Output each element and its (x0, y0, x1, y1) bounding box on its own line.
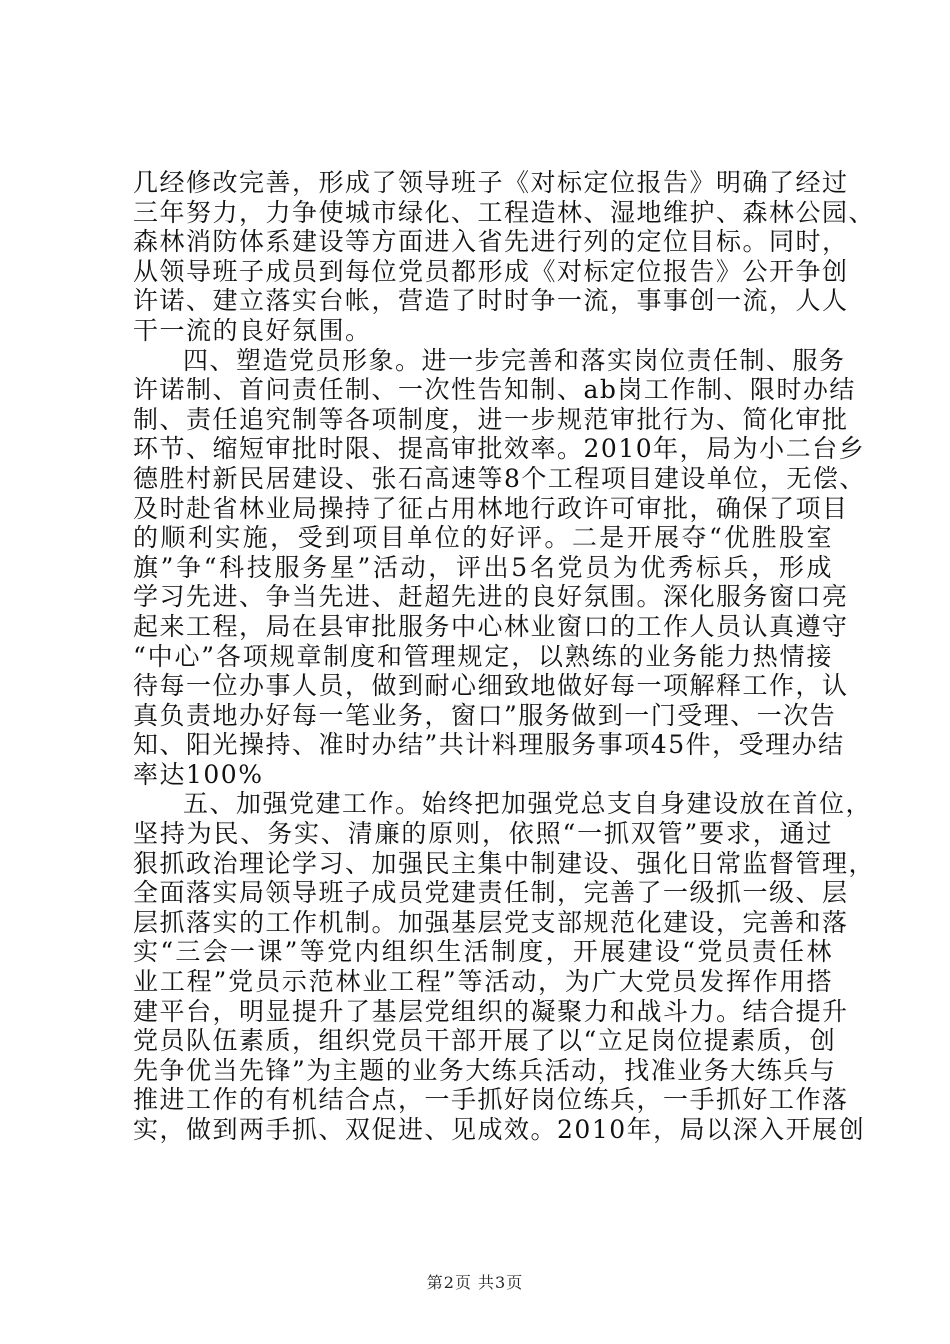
text-line: 实“三会一课”等党内组织生活制度，开展建设“党员责任林 (133, 937, 833, 967)
text-line: 率达100% (133, 759, 264, 789)
page-footer: 第2页 共3页 (426, 1273, 524, 1292)
text-line: 党员队伍素质，组织党员干部开展了以“立足岗位提素质，创 (133, 1026, 837, 1056)
text-line: 从领导班子成员到每位党员都形成《对标定位报告》公开争创 (133, 256, 849, 286)
text-line: 德胜村新民居建设、张石高速等8个工程项目建设单位，无偿、 (133, 463, 866, 493)
text-line: 许诺、建立落实台帐，营造了时时争一流，事事创一流，人人 (133, 286, 849, 316)
text-line: 五、加强党建工作。始终把加强党总支自身建设放在首位， (183, 789, 873, 819)
text-line: 待每一位办事人员，做到耐心细致地做好每一项解释工作，认 (133, 671, 849, 701)
text-line: 的顺利实施，受到项目单位的好评。二是开展夺“优胜股室 (133, 523, 833, 553)
text-line: 三年努力，力争使城市绿化、工程造林、湿地维护、森林公园、 (133, 197, 876, 227)
text-line: 学习先进、争当先进、赶超先进的良好氛围。深化服务窗口亮 (133, 582, 849, 612)
text-line: 及时赴省林业局操持了征占用林地行政许可审批，确保了项目 (133, 493, 849, 523)
text-line: 制、责任追究制等各项制度，进一步规范审批行为、简化审批 (133, 404, 849, 434)
text-line: “中心”各项规章制度和管理规定，以熟练的业务能力热情接 (133, 641, 833, 671)
text-line: 全面落实局领导班子成员党建责任制，完善了一级抓一级、层 (133, 878, 849, 908)
text-line: 推进工作的有机结合点，一手抓好岗位练兵，一手抓好工作落 (133, 1085, 849, 1115)
text-line: 起来工程，局在县审批服务中心林业窗口的工作人员认真遵守 (133, 611, 849, 641)
document-body (133, 168, 876, 1145)
text-line: 层抓落实的工作机制。加强基层党支部规范化建设，完善和落 (133, 907, 849, 937)
text-line: 业工程”党员示范林业工程”等活动，为广大党员发挥作用搭 (133, 967, 833, 997)
text-line: 森林消防体系建设等方面进入省先进行列的定位目标。同时， (133, 227, 849, 257)
text-line: 旗”争“科技服务星”活动，评出5名党员为优秀标兵，形成 (133, 552, 833, 582)
text-line: 知、阳光操持、准时办结”共计料理服务事项45件，受理办结 (133, 730, 845, 760)
text-line: 先争优当先锋”为主题的业务大练兵活动，找准业务大练兵与 (133, 1055, 837, 1085)
text-line: 几经修改完善，形成了领导班子《对标定位报告》明确了经过 (133, 168, 849, 197)
text-line: 真负责地办好每一笔业务，窗口”服务做到一门受理、一次告 (133, 700, 837, 730)
text-line: 四、塑造党员形象。进一步完善和落实岗位责任制、服务 (183, 345, 846, 375)
text-line: 环节、缩短审批时限、提高审批效率。2010年，局为小二台乡 (133, 434, 866, 464)
text-line: 建平台，明显提升了基层党组织的凝聚力和战斗力。结合提升 (133, 996, 849, 1026)
text-line: 实，做到两手抓、双促进、见成效。2010年，局以深入开展创 (133, 1115, 866, 1144)
text-line: 坚持为民、务实、清廉的原则，依照“一抓双管”要求，通过 (133, 819, 833, 849)
text-line: 许诺制、首问责任制、一次性告知制、ab岗工作制、限时办结 (133, 375, 856, 405)
text-line: 狠抓政治理论学习、加强民主集中制建设、强化日常监督管理， (133, 848, 876, 878)
text-line: 干一流的良好氛围。 (133, 315, 372, 345)
